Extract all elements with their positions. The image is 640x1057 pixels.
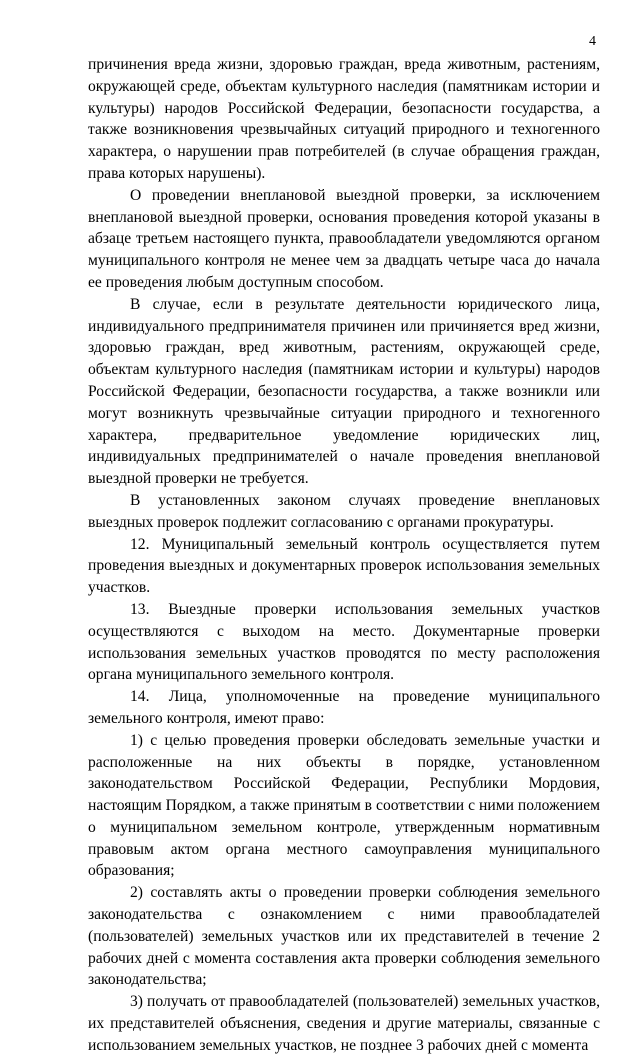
paragraph-subitem-1: 1) с целью проведения проверки обследовать земельные участки и расположенные на них объекты в порядке, установленном законодательством Российской Федерации, Республики Мордовия, настоящим Порядком, а также принятым в соответствии с ними положением о муниципальном земельном контроле, утвержденным нормативным правовым актом органа местного самоуправления муниципального образования; [88,731,600,880]
paragraph-item-12: 12. Муниципальный земельный контроль осуществляется путем проведения выездных и документарных проверок использования земельных участков. [88,535,600,597]
paragraph-1: причинения вреда жизни, здоровью граждан, вреда животным, растениям, окружающей среде, объектам культурного наследия (памятникам истории и культуры) народов Российской Федерации, безопасности государства, а также возникновения чрезвычайных ситуаций природного и техногенного характера, о нарушении прав потребителей (в случае обращения граждан, права которых нарушены). [88,56,600,182]
paragraph-subitem-3: 3) получать от правообладателей (пользователей) земельных участков, их представителей объяснения, сведения и другие материалы, связанные с использованием земельных участков, не позднее 3 рабочих дней с момента [88,993,600,1054]
paragraph-item-14: 14. Лица, уполномоченные на проведение муниципального земельного контроля, имеют право: [88,688,600,727]
paragraph-3: В случае, если в результате деятельности юридического лица, индивидуального предпринимателя причинен или причиняется вред жизни, здоровью граждан, вред животным, растениям, окружающей среде, объектам культурного наследия (памятникам истории и культуры) народов Российской Федерации, безопасности государства, а также возникли или могут возникнуть чрезвычайные ситуации природного и техногенного характера, предварительное уведомление юридических лиц, индивидуальных предпринимателей о начале проведения внеплановой выездной проверки не требуется. [88,295,600,488]
paragraph-item-13: 13. Выездные проверки использования земельных участков осуществляются с выходом на место. Документарные проверки использования земельных участков проводятся по месту расположения органа муниципального земельного контроля. [88,600,600,684]
paragraph-subitem-2: 2) составлять акты о проведении проверки соблюдения земельного законодательства с ознакомлением с ними правообладателей (пользователей) земельных участков или их представителей в течение 2 рабочих дней с момента составления акта проверки соблюдения земельного законодательства; [88,884,600,989]
paragraph-2: О проведении внеплановой выездной проверки, за исключением внеплановой выездной проверки, основания проведения которой указаны в абзаце третьем настоящего пункта, правообладатели уведомляются органом муниципального контроля не менее чем за двадцать четыре часа до начала ее проведения любым доступным способом. [88,186,600,291]
paragraph-4: В установленных законом случаях проведение внеплановых выездных проверок подлежит согласованию с органами прокуратуры. [88,491,600,531]
body-text [88,54,600,1057]
page-number: 4 [589,34,596,49]
